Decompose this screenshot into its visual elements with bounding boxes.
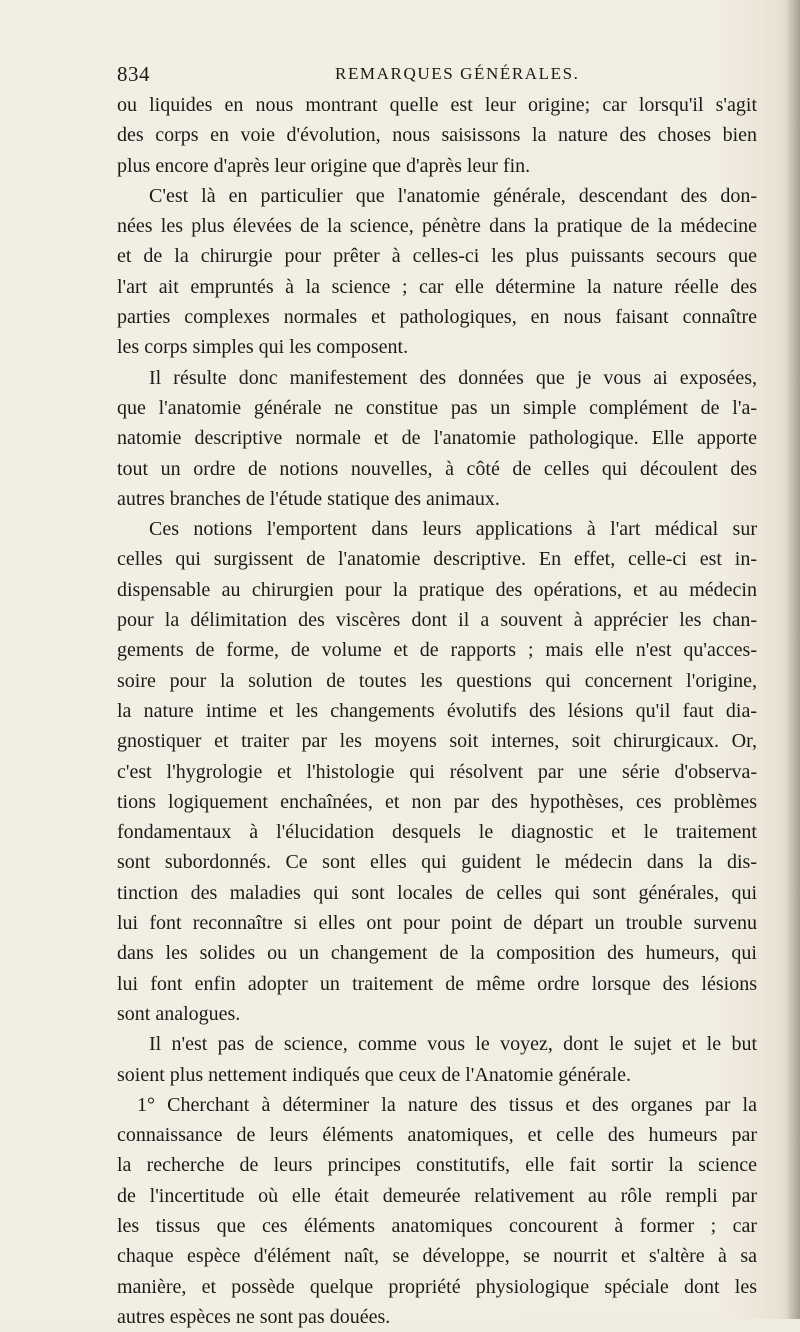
text-line: 1° Cherchant à déterminer la nature des tissus et des organes par la (137, 1093, 757, 1116)
text-line: soire pour la solution de toutes les questions qui concernent l'origine, (117, 669, 757, 692)
text-line: dans les solides ou un changement de la composition des humeurs, qui (117, 942, 757, 965)
text-line: parties complexes normales et pathologiques, en nous faisant connaître (117, 306, 757, 329)
text-line: lui font enfin adopter un traitement de même ordre lorsque des lésions (117, 972, 757, 995)
text-line: la recherche de leurs principes constitutifs, elle fait sortir la science (117, 1154, 757, 1177)
text-line: les tissus que ces éléments anatomiques concourent à former ; car (117, 1214, 757, 1237)
running-head: REMARQUES GÉNÉRALES. (335, 64, 580, 83)
text-line: que l'anatomie générale ne constitue pas un simple complément de l'a- (117, 396, 757, 419)
text-line: sont subordonnés. Ce sont elles qui guident le médecin dans la dis- (117, 851, 757, 874)
text-line: connaissance de leurs éléments anatomiques, et celle des humeurs par (117, 1124, 757, 1147)
page-edge-shadow (786, 0, 800, 1319)
text-line: gements de forme, de volume et de rapports ; mais elle n'est qu'acces- (117, 639, 757, 662)
text-line: l'art ait empruntés à la science ; car elle détermine la nature réelle des (117, 275, 757, 298)
text-line: des corps en voie d'évolution, nous saisissons la nature des choses bien (117, 124, 757, 147)
text-line: pour la délimitation des viscères dont il a souvent à apprécier les chan- (117, 609, 757, 632)
text-line: Il résulte donc manifestement des données que je vous ai exposées, (149, 366, 757, 389)
text-line: dispensable au chirurgien pour la pratique des opérations, et au médecin (117, 578, 757, 601)
text-line: nées les plus élevées de la science, pénètre dans la pratique de la médecine (117, 215, 757, 238)
text-line: et de la chirurgie pour prêter à celles-ci les plus puissants secours que (117, 245, 757, 268)
text-line: ou liquides en nous montrant quelle est leur origine; car lorsqu'il s'agit (117, 94, 757, 116)
body-text (117, 90, 757, 1332)
text-line: sont analogues. (117, 1002, 241, 1025)
text-line: tinction des maladies qui sont locales de celles qui sont générales, qui (117, 881, 757, 904)
text-line: la nature intime et les changements évolutifs des lésions qu'il faut dia- (117, 699, 757, 722)
text-line: Il n'est pas de science, comme vous le voyez, dont le sujet et le but (149, 1033, 757, 1056)
text-line: natomie descriptive normale et de l'anatomie pathologique. Elle apporte (117, 427, 757, 450)
text-line: Ces notions l'emportent dans leurs applications à l'art médical sur (149, 518, 757, 541)
text-line: fondamentaux à l'élucidation desquels le diagnostic et le traitement (117, 821, 757, 844)
page-number: 834 (117, 62, 150, 86)
text-line: tions logiquement enchaînées, et non par des hypothèses, ces problèmes (117, 790, 757, 813)
text-line: lui font reconnaître si elles ont pour point de départ un trouble survenu (117, 912, 757, 935)
text-line: plus encore d'après leur origine que d'après leur fin. (117, 154, 531, 177)
text-line: celles qui surgissent de l'anatomie descriptive. En effet, celle-ci est in- (117, 548, 757, 571)
text-line: chaque espèce d'élément naît, se développe, se nourrit et s'altère à sa (117, 1245, 757, 1268)
page-header (117, 62, 757, 92)
text-line: autres espèces ne sont pas douées. (117, 1305, 391, 1328)
text-line: c'est l'hygrologie et l'histologie qui résolvent par une série d'observa- (117, 760, 757, 783)
text-line: gnostiquer et traiter par les moyens soit internes, soit chirurgicaux. Or, (117, 730, 757, 753)
text-line: de l'incertitude où elle était demeurée relativement au rôle rempli par (117, 1184, 757, 1207)
text-line: tout un ordre de notions nouvelles, à côté de celles qui découlent des (117, 457, 757, 480)
text-line: C'est là en particulier que l'anatomie générale, descendant des don- (149, 184, 757, 207)
text-line: manière, et possède quelque propriété physiologique spéciale dont les (117, 1275, 757, 1298)
text-line: soient plus nettement indiqués que ceux de l'Anatomie générale. (117, 1063, 632, 1086)
text-line: autres branches de l'étude statique des animaux. (117, 487, 500, 510)
text-line: les corps simples qui les composent. (117, 336, 409, 359)
